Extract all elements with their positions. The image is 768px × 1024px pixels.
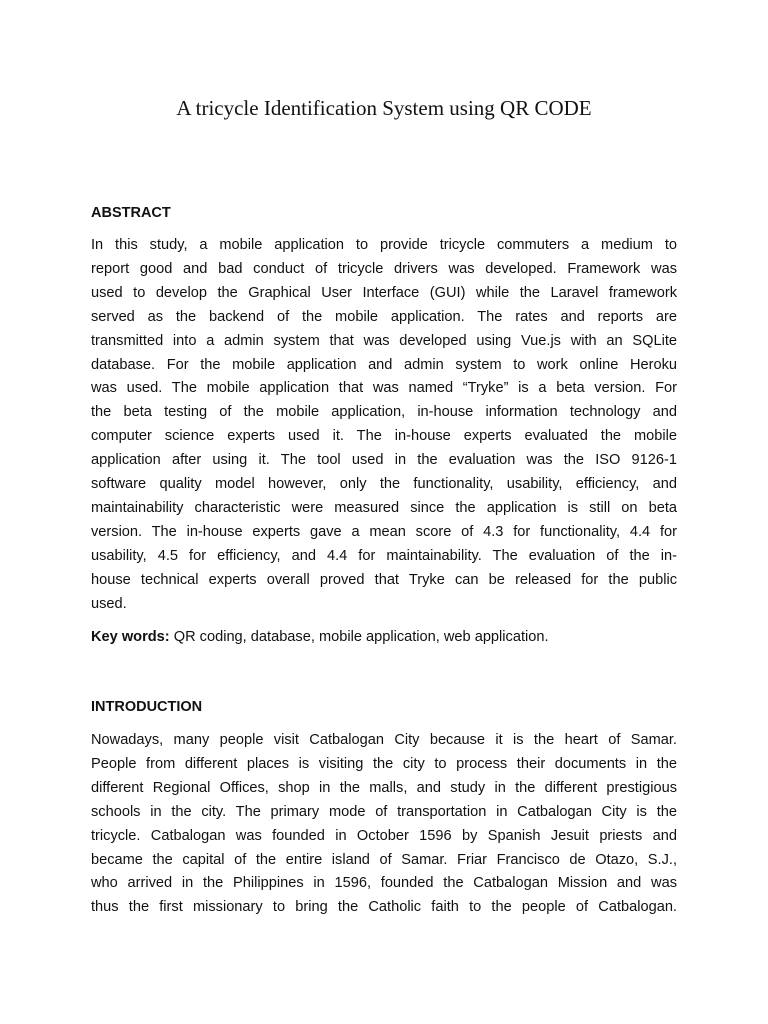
- abstract-line: version. The in-house experts gave a mean score of 4.3 for functionality, 4.4 for: [91, 523, 677, 540]
- introduction-line: Nowadays, many people visit Catbalogan City because it is the heart of Samar.: [91, 732, 677, 748]
- abstract-line: served as the backend of the mobile application. The rates and reports are: [91, 308, 677, 325]
- abstract-line: transmitted into a admin system that was developed using Vue.js with an SQLite: [91, 332, 677, 349]
- introduction-heading: INTRODUCTION: [91, 699, 203, 715]
- abstract-line: usability, 4.5 for efficiency, and 4.4 for maintainability. The evaluation of the in-: [91, 547, 677, 564]
- keywords: [91, 626, 549, 648]
- introduction-paragraph: [91, 729, 677, 920]
- abstract-line: was used. The mobile application that was named “Tryke” is a beta version. For: [91, 380, 677, 397]
- abstract-line: computer science experts used it. The in-house experts evaluated the mobile: [91, 428, 677, 445]
- introduction-line: People from different places is visiting the city to process their documents in the: [91, 755, 677, 772]
- document-title: A tricycle Identification System using QR CODE: [176, 96, 592, 120]
- introduction-line: tricycle. Catbalogan was founded in October 1596 by Spanish Jesuit priests and: [91, 827, 677, 844]
- introduction-line: became the capital of the entire island of Samar. Friar Francisco de Otazo, S.J.,: [91, 851, 677, 868]
- introduction-line: who arrived in the Philippines in 1596, founded the Catbalogan Mission and was: [91, 875, 677, 892]
- abstract-line: In this study, a mobile application to provide tricycle commuters a medium to: [91, 237, 677, 253]
- abstract-line: maintainability characteristic were measured since the application is still on beta: [91, 499, 677, 516]
- keywords-label: Key words:: [91, 629, 170, 645]
- introduction-line: different Regional Offices, shop in the malls, and study in the different prestigious: [91, 779, 677, 796]
- abstract-line: software quality model however, only the functionality, usability, efficiency, and: [91, 476, 677, 493]
- abstract-line: report good and bad conduct of tricycle drivers was developed. Framework was: [91, 260, 677, 277]
- keywords-text: QR coding, database, mobile application, web application.: [169, 629, 549, 645]
- abstract-line: house technical experts overall proved that Tryke can be released for the public: [91, 571, 677, 588]
- introduction-line: thus the first missionary to bring the Catholic faith to the people of Catbalogan.: [91, 899, 677, 916]
- abstract-line: used to develop the Graphical User Interface (GUI) while the Laravel framework: [91, 284, 677, 301]
- abstract-line: application after using it. The tool used in the evaluation was the ISO 9126-1: [91, 452, 677, 469]
- abstract-heading: ABSTRACT: [91, 205, 171, 221]
- abstract-paragraph: [91, 234, 677, 617]
- introduction-line: schools in the city. The primary mode of transportation in Catbalogan City is the: [91, 803, 677, 820]
- abstract-line: database. For the mobile application and admin system to work online Heroku: [91, 356, 677, 373]
- abstract-line: used.: [91, 595, 127, 612]
- abstract-line: the beta testing of the mobile application, in-house information technology and: [91, 404, 677, 421]
